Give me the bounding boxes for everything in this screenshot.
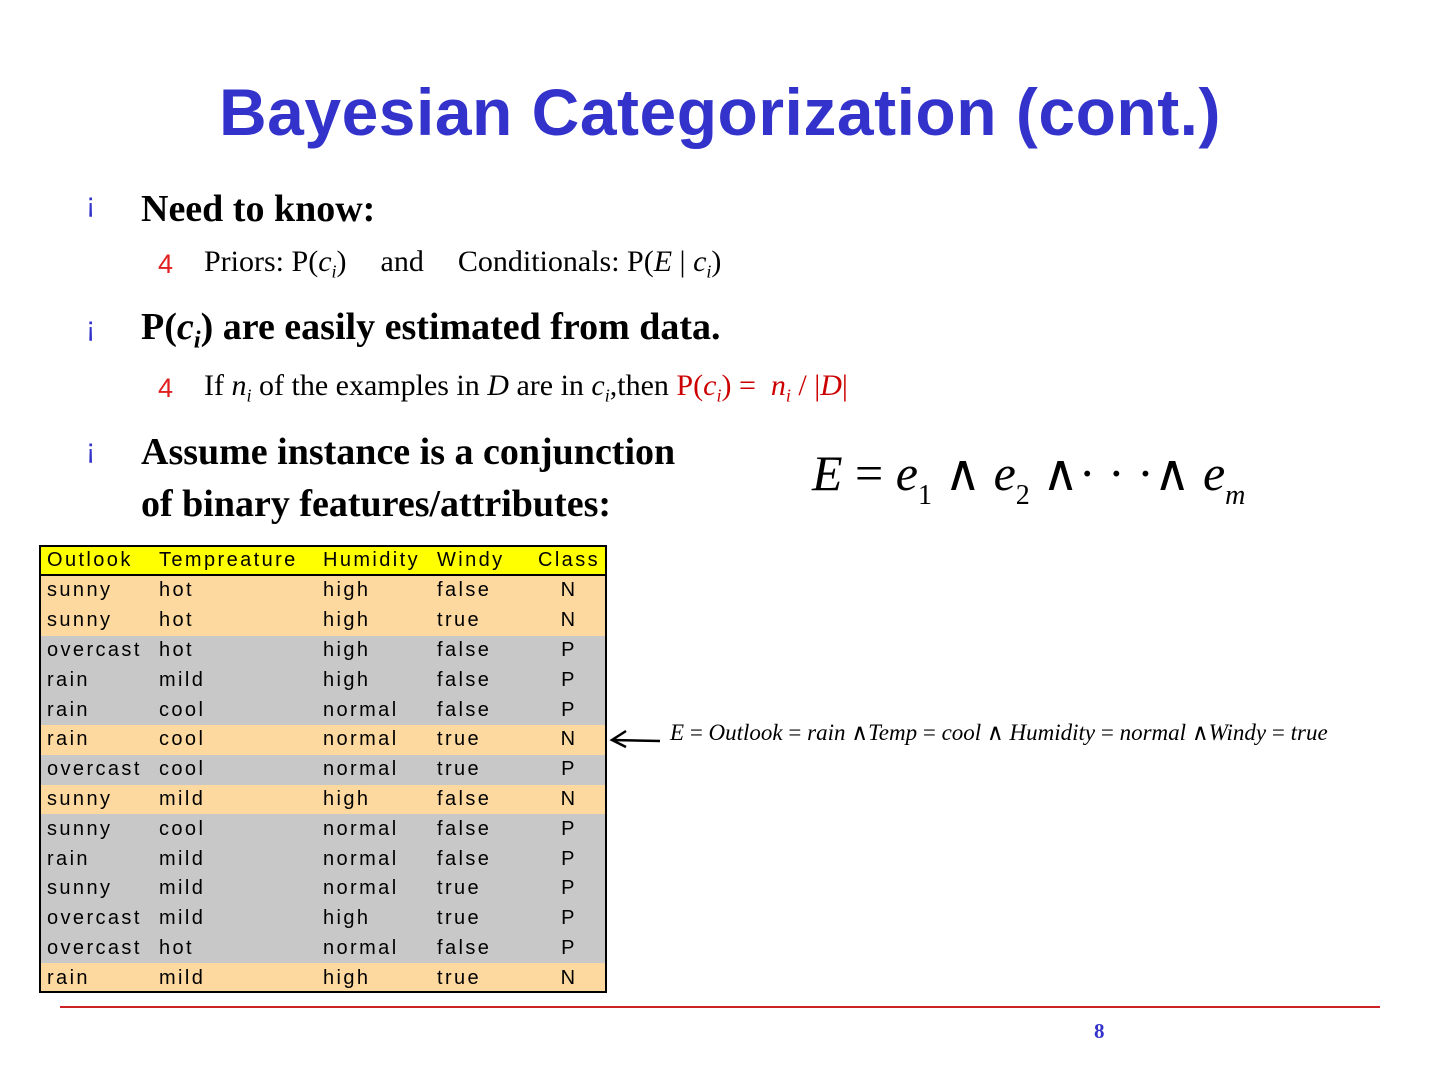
- table-row: [41, 785, 605, 815]
- table-cell: P: [533, 874, 605, 904]
- table-row: [41, 755, 605, 785]
- table-cell: rain: [41, 725, 153, 755]
- table-cell: sunny: [41, 785, 153, 815]
- bullet-marker: ¡: [86, 433, 96, 464]
- table-cell: hot: [153, 636, 317, 666]
- table-header-row: [41, 547, 605, 575]
- table-cell: N: [533, 725, 605, 755]
- table-cell: overcast: [41, 636, 153, 666]
- table-cell: overcast: [41, 904, 153, 934]
- table-cell: N: [533, 575, 605, 606]
- table-cell: false: [431, 636, 533, 666]
- example-instance-formula: E = Outlook = rain ∧Temp = cool ∧ Humidity = normal ∧Windy = true: [670, 720, 1328, 745]
- table-cell: cool: [153, 755, 317, 785]
- table-cell: rain: [41, 963, 153, 993]
- table-cell: cool: [153, 725, 317, 755]
- table-row: [41, 575, 605, 606]
- table-cell: sunny: [41, 575, 153, 606]
- table-cell: normal: [317, 844, 431, 874]
- table-cell: mild: [153, 963, 317, 993]
- table-cell: normal: [317, 725, 431, 755]
- table-header-cell: Tempreature: [153, 547, 317, 575]
- table-header-cell: Outlook: [41, 547, 153, 575]
- table-cell: P: [533, 695, 605, 725]
- bullet-marker: ¡: [86, 311, 96, 342]
- table-row: [41, 636, 605, 666]
- table-cell: mild: [153, 665, 317, 695]
- table-cell: hot: [153, 934, 317, 964]
- table-cell: normal: [317, 695, 431, 725]
- page-number: 8: [1094, 1019, 1105, 1043]
- table-cell: P: [533, 814, 605, 844]
- table-row: [41, 844, 605, 874]
- sub-bullet-estimate-formula: If $n_i$ of the examples in D are in $c_i,then$ $P(c_i) = n_i / |D|$: [204, 369, 848, 406]
- table-cell: false: [431, 695, 533, 725]
- table-row: [41, 904, 605, 934]
- table-cell: N: [533, 606, 605, 636]
- table-cell: true: [431, 725, 533, 755]
- table-cell: P: [533, 934, 605, 964]
- table-cell: false: [431, 575, 533, 606]
- table-cell: false: [431, 934, 533, 964]
- table-cell: false: [431, 814, 533, 844]
- table-cell: P: [533, 755, 605, 785]
- table-cell: hot: [153, 575, 317, 606]
- conjunction-formula: $E = e_1$ ∧ $e_2$ ∧· · ·∧ $e_m$: [812, 445, 1246, 511]
- table-cell: normal: [317, 814, 431, 844]
- table-cell: rain: [41, 665, 153, 695]
- table-cell: normal: [317, 934, 431, 964]
- table-cell: mild: [153, 785, 317, 815]
- table-cell: mild: [153, 844, 317, 874]
- table-cell: P: [533, 636, 605, 666]
- table-row: [41, 814, 605, 844]
- sub-bullet-marker: 4: [158, 373, 174, 403]
- table-cell: high: [317, 575, 431, 606]
- bullet-marker: ¡: [86, 187, 96, 218]
- table-header-cell: Humidity: [317, 547, 431, 575]
- table-cell: false: [431, 785, 533, 815]
- table-header-cell: Windy: [431, 547, 533, 575]
- table-cell: overcast: [41, 755, 153, 785]
- sub-bullet-marker: 4: [158, 249, 174, 279]
- table-cell: false: [431, 844, 533, 874]
- table-cell: sunny: [41, 606, 153, 636]
- table-row: [41, 665, 605, 695]
- table-cell: P: [533, 665, 605, 695]
- footer-divider: [60, 1006, 1380, 1008]
- table-cell: normal: [317, 874, 431, 904]
- table-cell: high: [317, 904, 431, 934]
- table-cell: rain: [41, 695, 153, 725]
- table-cell: true: [431, 904, 533, 934]
- table-cell: P: [533, 844, 605, 874]
- table-cell: true: [431, 755, 533, 785]
- table-cell: N: [533, 785, 605, 815]
- bullet-conjunction-line2: of binary features/attributes:: [141, 483, 612, 525]
- table-cell: sunny: [41, 814, 153, 844]
- table-cell: P: [533, 904, 605, 934]
- slide-title: Bayesian Categorization (cont.): [219, 75, 1221, 149]
- sub-bullet-priors-conditionals: Priors: $P(c_i)$ and Conditionals: P(E | $c_i$): [204, 245, 722, 282]
- table-row: [41, 695, 605, 725]
- table-cell: false: [431, 665, 533, 695]
- table-cell: overcast: [41, 934, 153, 964]
- bullet-need-to-know: Need to know:: [141, 188, 376, 230]
- table-row: [41, 725, 605, 755]
- table-cell: true: [431, 606, 533, 636]
- table-cell: mild: [153, 874, 317, 904]
- table-cell: true: [431, 963, 533, 993]
- table-cell: high: [317, 636, 431, 666]
- bullet-priors-estimated: $P(c_i)$ are easily estimated from data.: [141, 306, 721, 354]
- table-cell: N: [533, 963, 605, 993]
- table-row: [41, 963, 605, 993]
- table-cell: cool: [153, 695, 317, 725]
- table-cell: high: [317, 665, 431, 695]
- table-cell: mild: [153, 904, 317, 934]
- table-cell: hot: [153, 606, 317, 636]
- table-cell: sunny: [41, 874, 153, 904]
- table-row: [41, 606, 605, 636]
- table-cell: high: [317, 606, 431, 636]
- left-arrow-icon: [608, 719, 664, 759]
- bullet-conjunction-line1: Assume instance is a conjunction: [141, 431, 676, 473]
- table-cell: normal: [317, 755, 431, 785]
- table-row: [41, 934, 605, 964]
- table-row: [41, 874, 605, 904]
- table-cell: high: [317, 785, 431, 815]
- table-cell: true: [431, 874, 533, 904]
- table-cell: rain: [41, 844, 153, 874]
- table-header-cell: Class: [533, 547, 605, 575]
- table-cell: high: [317, 963, 431, 993]
- table-cell: cool: [153, 814, 317, 844]
- weather-data-table: [39, 545, 607, 993]
